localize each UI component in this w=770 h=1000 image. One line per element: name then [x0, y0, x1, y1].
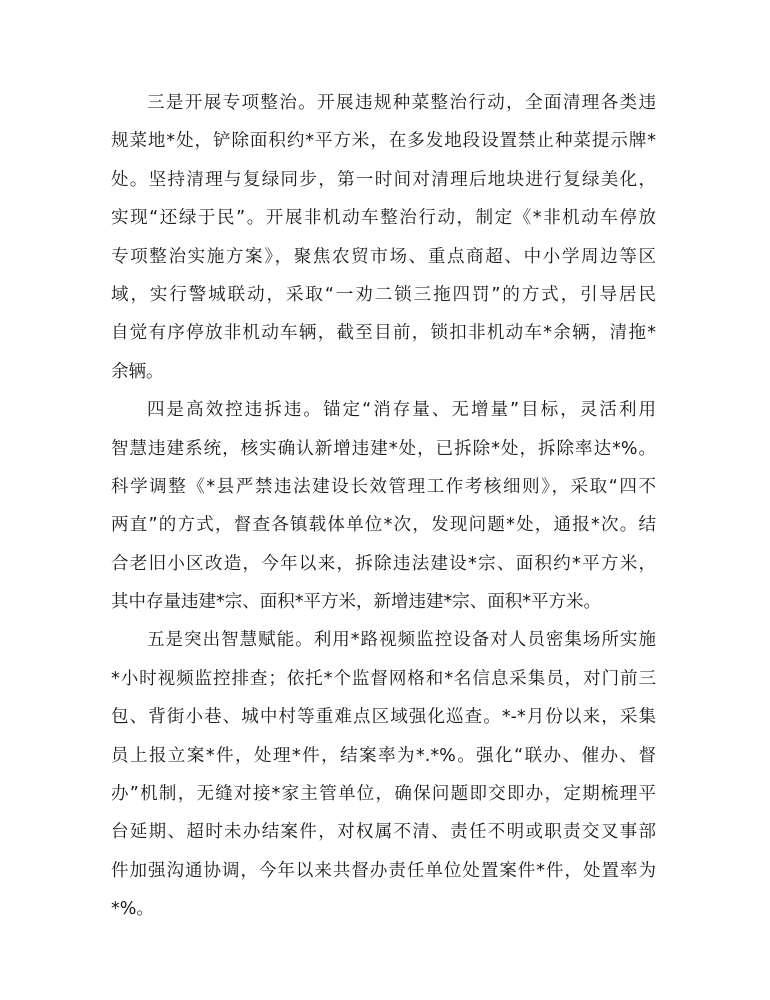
paragraph-line: 规菜地*处，铲除面积约*平方米，在多发地段设置禁止种菜提示牌*: [111, 131, 656, 152]
paragraph-line: 五是突出智慧赋能。利用*路视频监控设备对人员密集场所实施: [147, 630, 656, 651]
paragraph-line: 专项整治实施方案》，聚焦农贸市场、重点商超、中小学周边等区: [111, 246, 656, 267]
paragraph-smart-empowerment: [111, 621, 656, 928]
paragraph-special-rectification: [111, 84, 656, 391]
paragraph-line: 实现“还绿于民”。开展非机动车整治行动，制定《*非机动车停放: [111, 208, 656, 229]
paragraph-line: *小时视频监控排查；依托*个监督网格和*名信息采集员，对门前三: [111, 668, 656, 689]
paragraph-line: *%。: [111, 899, 154, 920]
paragraph-line: 域，实行警城联动，采取“一劝二锁三拖四罚”的方式，引导居民: [111, 284, 656, 305]
paragraph-line: 员上报立案*件，处理*件，结案率为*.*%。强化“联办、催办、督: [111, 745, 656, 766]
paragraph-line: 余辆。: [111, 361, 164, 382]
document-body: [111, 84, 656, 929]
paragraph-line: 台延期、超时未办结案件，对权属不清、责任不明或职责交叉事部: [111, 822, 656, 843]
paragraph-illegal-construction: [111, 391, 656, 621]
paragraph-line: 合老旧小区改造，今年以来，拆除违法建设*宗、面积约*平方米，: [111, 553, 656, 574]
paragraph-line: 自觉有序停放非机动车辆，截至目前，锁扣非机动车*余辆，清拖*: [111, 323, 656, 344]
paragraph-line: 处。坚持清理与复绿同步，第一时间对清理后地块进行复绿美化，: [111, 169, 656, 190]
paragraph-line: 四是高效控违拆违。锚定“消存量、无增量”目标，灵活利用: [147, 400, 656, 421]
paragraph-line: 智慧违建系统，核实确认新增违建*处，已拆除*处，拆除率达*%。: [111, 438, 656, 459]
paragraph-line: 三是开展专项整治。开展违规种菜整治行动，全面清理各类违: [147, 93, 656, 113]
paragraph-line: 科学调整《*县严禁违法建设长效管理工作考核细则》，采取“四不: [111, 476, 656, 497]
paragraph-line: 办”机制，无缝对接*家主管单位，确保问题即交即办，定期梳理平: [111, 784, 656, 805]
paragraph-line: 两直”的方式，督查各镇载体单位*次，发现问题*处，通报*次。结: [111, 515, 656, 536]
paragraph-line: 其中存量违建*宗、面积*平方米，新增违建*宗、面积*平方米。: [111, 592, 601, 613]
paragraph-line: 包、背街小巷、城中村等重难点区域强化巡查。*-*月份以来，采集: [111, 707, 656, 728]
paragraph-line: 件加强沟通协调，今年以来共督办责任单位处置案件*件，处置率为: [111, 860, 656, 881]
